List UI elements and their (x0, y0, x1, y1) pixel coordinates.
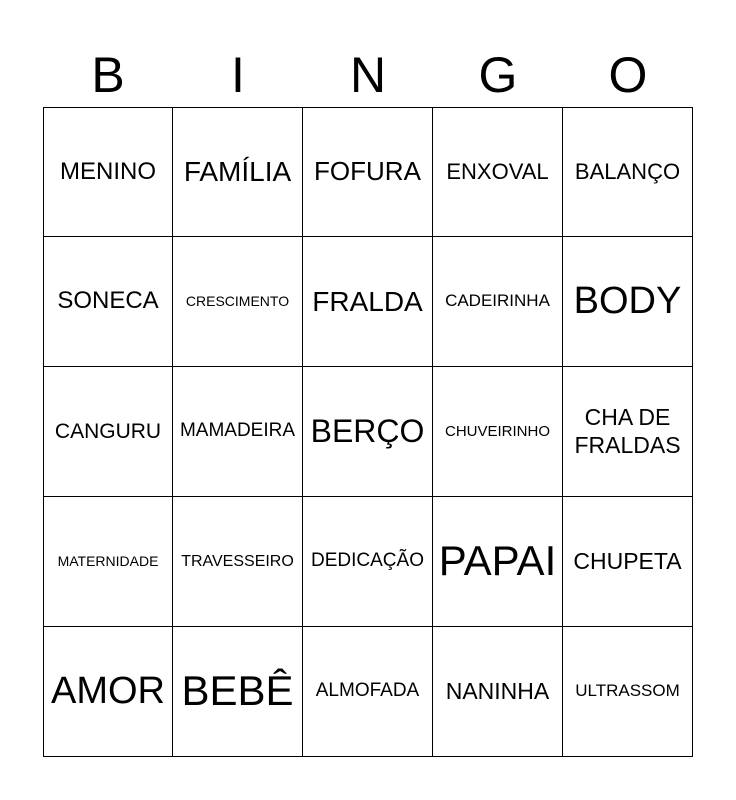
bingo-cell[interactable]: DEDICAÇÃO (303, 497, 433, 627)
bingo-cell[interactable]: CHUVEIRINHO (433, 367, 563, 497)
bingo-cell[interactable]: MENINO (43, 107, 173, 237)
bingo-cell[interactable]: CADEIRINHA (433, 237, 563, 367)
bingo-cell[interactable]: CANGURU (43, 367, 173, 497)
bingo-cell[interactable]: ALMOFADA (303, 627, 433, 757)
header-letter-b: B (91, 47, 125, 103)
bingo-board (43, 107, 693, 757)
bingo-cell[interactable]: ULTRASSOM (563, 627, 693, 757)
bingo-cell[interactable]: SONECA (43, 237, 173, 367)
bingo-cell[interactable]: NANINHA (433, 627, 563, 757)
header-letter-o: O (608, 47, 648, 103)
bingo-cell[interactable]: FOFURA (303, 107, 433, 237)
bingo-cell[interactable]: FRALDA (303, 237, 433, 367)
bingo-cell[interactable]: CRESCIMENTO (173, 237, 303, 367)
bingo-header (43, 42, 693, 108)
bingo-cell[interactable]: FAMÍLIA (173, 107, 303, 237)
bingo-cell[interactable]: MATERNIDADE (43, 497, 173, 627)
bingo-cell[interactable]: ENXOVAL (433, 107, 563, 237)
header-letter-g: G (478, 47, 518, 103)
bingo-cell[interactable]: CHA DE FRALDAS (563, 367, 693, 497)
header-letter-n: N (349, 47, 387, 103)
bingo-cell[interactable]: CHUPETA (563, 497, 693, 627)
bingo-cell[interactable]: BODY (563, 237, 693, 367)
bingo-cell[interactable]: BEBÊ (173, 627, 303, 757)
header-letter-i: I (231, 47, 245, 103)
bingo-cell[interactable]: TRAVESSEIRO (173, 497, 303, 627)
bingo-cell[interactable]: BALANÇO (563, 107, 693, 237)
bingo-cell[interactable]: AMOR (43, 627, 173, 757)
bingo-cell[interactable]: PAPAI (433, 497, 563, 627)
bingo-cell[interactable]: MAMADEIRA (173, 367, 303, 497)
bingo-cell[interactable]: BERÇO (303, 367, 433, 497)
